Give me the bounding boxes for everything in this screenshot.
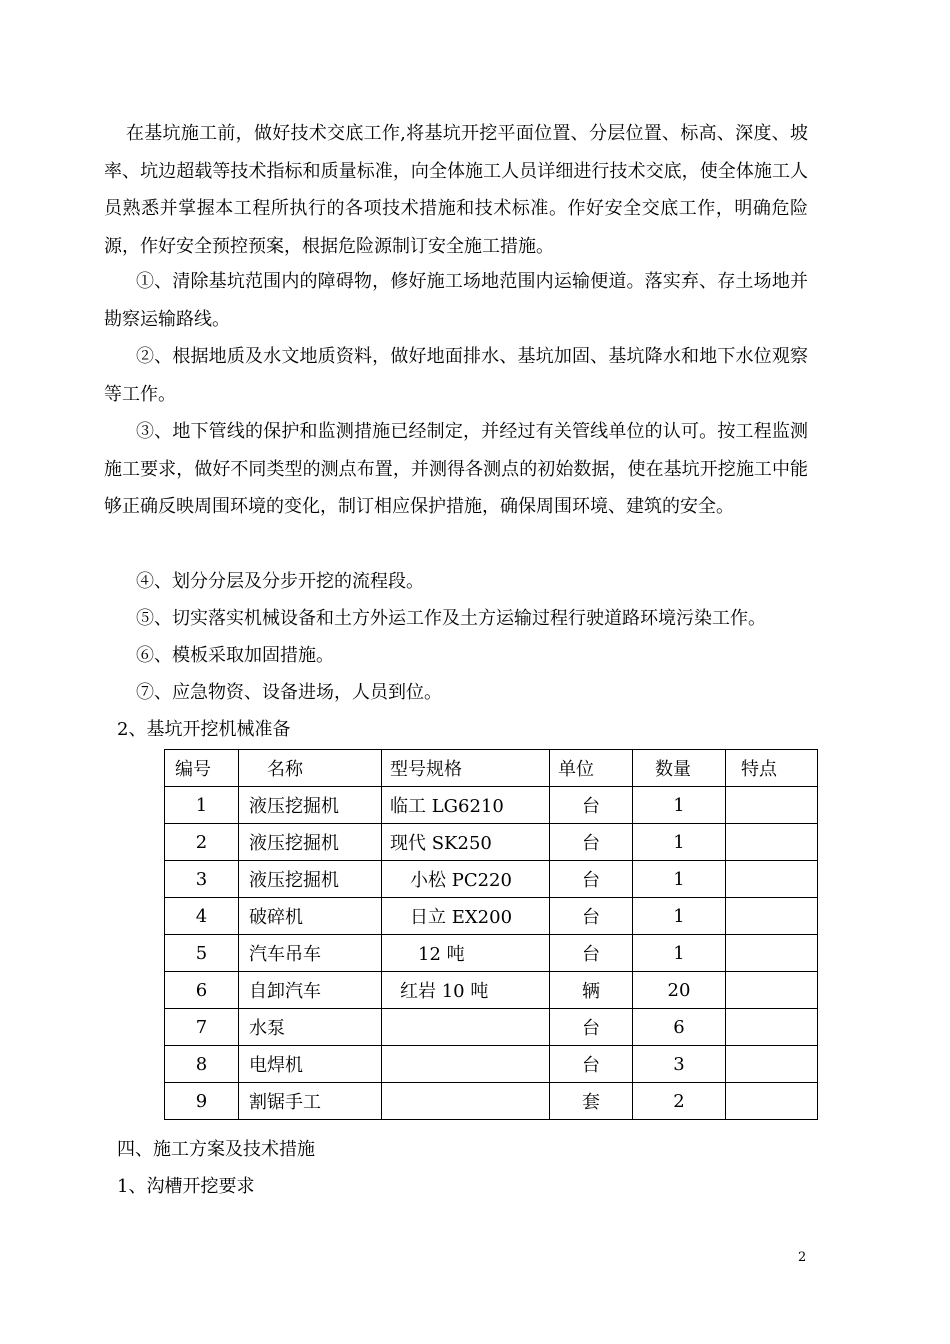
- row-quantity: 2: [633, 1083, 726, 1120]
- list-item: ⑥、模板采取加固措施。: [136, 645, 334, 666]
- row-quantity: 1: [633, 935, 726, 972]
- header-cell: 数量: [633, 750, 726, 787]
- row-feature: [726, 861, 818, 898]
- table-row: [165, 787, 818, 824]
- list-item: ④、划分分层及分步开挖的流程段。: [136, 571, 424, 592]
- row-model: [382, 1046, 550, 1083]
- row-model: 红岩 10 吨: [382, 972, 550, 1009]
- row-number: 7: [165, 1009, 239, 1046]
- row-name: 破碎机: [239, 898, 382, 935]
- row-feature: [726, 1046, 818, 1083]
- row-unit: 台: [550, 1009, 633, 1046]
- row-feature: [726, 1009, 818, 1046]
- row-model: 日立 EX200: [382, 898, 550, 935]
- row-unit: 台: [550, 935, 633, 972]
- row-feature: [726, 824, 818, 861]
- row-unit: 台: [550, 1046, 633, 1083]
- row-name: 液压挖掘机: [239, 824, 382, 861]
- row-name: 液压挖掘机: [239, 861, 382, 898]
- row-feature: [726, 787, 818, 824]
- row-number: 3: [165, 861, 239, 898]
- row-quantity: 3: [633, 1046, 726, 1083]
- list-item: ②、根据地质及水文地质资料，做好地面排水、基坑加固、基坑降水和地下水位观察等工作。: [104, 346, 808, 405]
- row-feature: [726, 1083, 818, 1120]
- subsection-heading: 1、沟槽开挖要求: [117, 1176, 255, 1197]
- equipment-heading: 2、基坑开挖机械准备: [117, 719, 291, 740]
- row-name: 水泵: [239, 1009, 382, 1046]
- row-model: 临工 LG6210: [382, 787, 550, 824]
- row-number: 2: [165, 824, 239, 861]
- row-model: 现代 SK250: [382, 824, 550, 861]
- list-item: ⑤、切实落实机械设备和土方外运工作及土方运输过程行驶道路环境污染工作。: [136, 608, 766, 629]
- table-row: [165, 1009, 818, 1046]
- row-number: 4: [165, 898, 239, 935]
- list-item: ⑦、应急物资、设备进场，人员到位。: [136, 682, 442, 703]
- table-row: [165, 898, 818, 935]
- header-cell: 单位: [550, 750, 633, 787]
- row-model: 小松 PC220: [382, 861, 550, 898]
- row-number: 6: [165, 972, 239, 1009]
- row-number: 8: [165, 1046, 239, 1083]
- row-feature: [726, 898, 818, 935]
- header-cell: 特点: [726, 750, 818, 787]
- row-unit: 台: [550, 898, 633, 935]
- list-item: ③、地下管线的保护和监测措施已经制定，并经过有关管线单位的认可。按工程监测施工要求，做好不同类型的测点布置，并测得各测点的初始数据，使在基坑开挖施工中能够正确反映周围环境的变化，制订相应保护措施，确保周围环境、建筑的安全。: [104, 421, 808, 517]
- header-cell: 名称: [239, 750, 382, 787]
- row-quantity: 1: [633, 898, 726, 935]
- row-unit: 台: [550, 824, 633, 861]
- row-number: 1: [165, 787, 239, 824]
- table-row: [165, 861, 818, 898]
- row-feature: [726, 972, 818, 1009]
- table-row: [165, 1046, 818, 1083]
- row-quantity: 6: [633, 1009, 726, 1046]
- row-model: [382, 1083, 550, 1120]
- table-row: [165, 972, 818, 1009]
- row-unit: 套: [550, 1083, 633, 1120]
- row-name: 割锯手工: [239, 1083, 382, 1120]
- row-quantity: 1: [633, 824, 726, 861]
- row-quantity: 20: [633, 972, 726, 1009]
- table-row: [165, 824, 818, 861]
- list-item: ①、清除基坑范围内的障碍物，修好施工场地范围内运输便道。落实弃、存土场地并勘察运输路线。: [104, 271, 808, 330]
- intro-paragraph: 在基坑施工前，做好技术交底工作,将基坑开挖平面位置、分层位置、标高、深度、坡率、坑边超载等技术指标和质量标准，向全体施工人员详细进行技术交底，使全体施工人员熟悉并掌握本工程所执行的各项技术措施和技术标准。作好安全交底工作，明确危险源，作好安全预控预案，根据危险源制订安全施工措施。: [104, 123, 808, 257]
- equipment-table: [164, 749, 818, 1120]
- row-name: 自卸汽车: [239, 972, 382, 1009]
- row-feature: [726, 935, 818, 972]
- table-header-row: [165, 750, 818, 787]
- row-model: 12 吨: [382, 935, 550, 972]
- page-number: 2: [798, 1250, 807, 1265]
- row-name: 液压挖掘机: [239, 787, 382, 824]
- header-cell: 型号规格: [382, 750, 550, 787]
- row-quantity: 1: [633, 861, 726, 898]
- row-quantity: 1: [633, 787, 726, 824]
- row-unit: 台: [550, 861, 633, 898]
- section-heading: 四、施工方案及技术措施: [117, 1139, 315, 1160]
- row-model: [382, 1009, 550, 1046]
- table-row: [165, 1083, 818, 1120]
- row-name: 电焊机: [239, 1046, 382, 1083]
- table-row: [165, 935, 818, 972]
- row-unit: 辆: [550, 972, 633, 1009]
- row-number: 9: [165, 1083, 239, 1120]
- header-cell: 编号: [165, 750, 239, 787]
- row-unit: 台: [550, 787, 633, 824]
- row-name: 汽车吊车: [239, 935, 382, 972]
- row-number: 5: [165, 935, 239, 972]
